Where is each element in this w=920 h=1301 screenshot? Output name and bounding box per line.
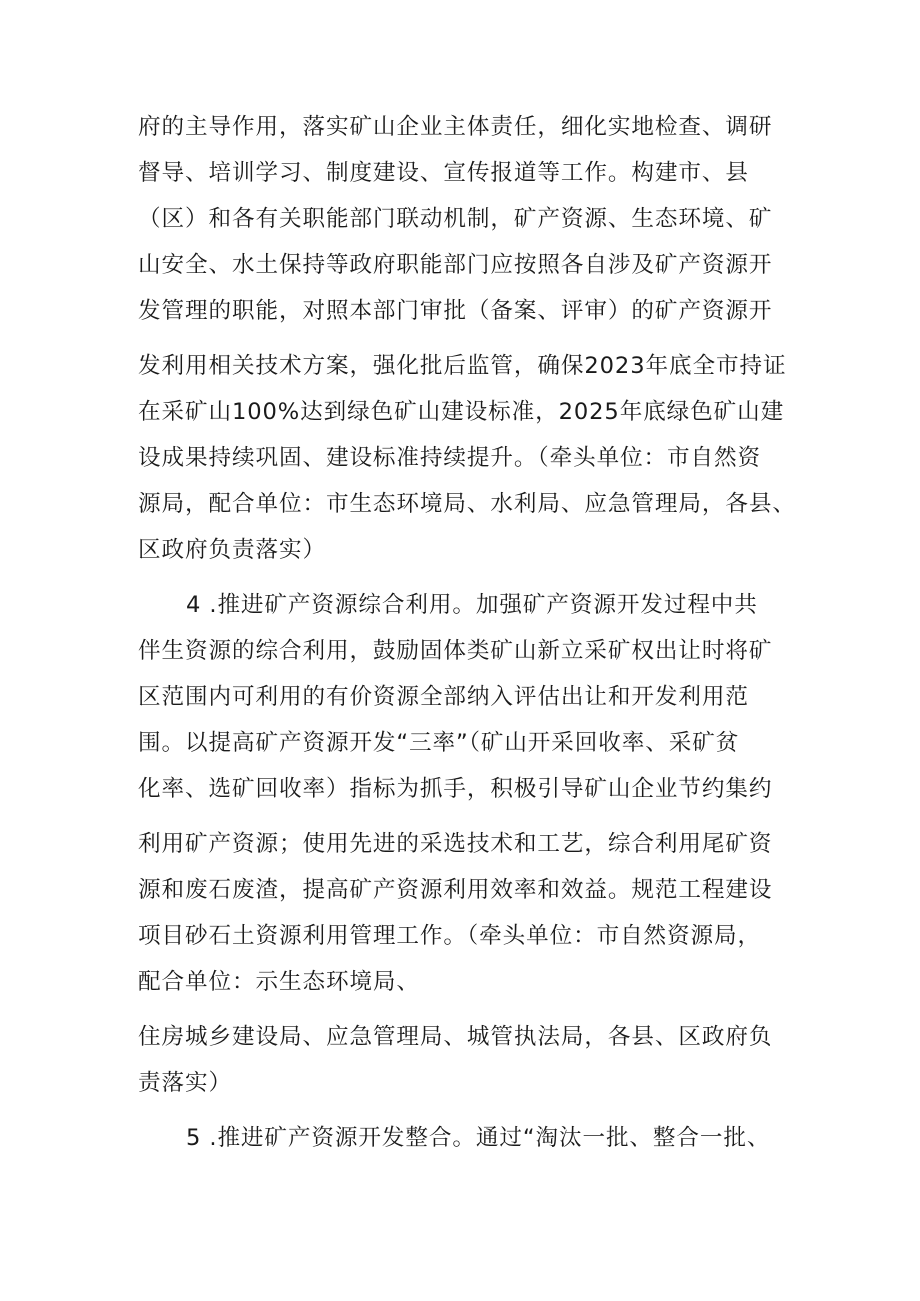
text-line: 源和废石废渣，提高矿产资源利用效率和效益。规范工程建设	[138, 877, 773, 903]
text-line: 山安全、水土保持等政府职能部门应按照各自涉及矿产资源开	[138, 252, 773, 278]
section-heading: 4 .推进矿产资源综合利用。加强矿产资源开发过程中共	[186, 592, 758, 618]
text-line: 设成果持续巩固、建设标准持续提升。（牵头单位：市自然资	[138, 445, 762, 471]
text-line: 在采矿山100%达到绿色矿山建设标准，2025年底绿色矿山建	[138, 399, 785, 425]
section-heading: 5 .推进矿产资源开发整合。通过“淘汰一批、整合一批、	[186, 1125, 771, 1151]
text-line: 区政府负责落实）	[138, 537, 326, 563]
text-line: 伴生资源的综合利用，鼓励固体类矿山新立采矿权出让时将矿	[138, 638, 773, 664]
text-line: 化率、选矿回收率）指标为抓手，积极引导矿山企业节约集约	[138, 776, 773, 802]
text-line: 配合单位：示生态环境局、	[138, 969, 420, 995]
text-line: 发管理的职能，对照本部门审批（备案、评审）的矿产资源开	[138, 298, 773, 324]
text-line: 项目砂石土资源利用管理工作。（牵头单位：市自然资源局，	[138, 923, 762, 949]
text-line: 区范围内可利用的有价资源全部纳入评估出让和开发利用范	[138, 684, 749, 710]
text-line: 利用矿产资源；使用先进的采选技术和工艺，综合利用尾矿资	[138, 831, 773, 857]
text-line: 围。以提高矿产资源开发“三率”（矿山开采回收率、采矿贫	[138, 730, 740, 756]
text-line: 责落实）	[138, 1070, 232, 1096]
text-line: 府的主导作用，落实矿山企业主体责任，细化实地检查、调研	[138, 114, 773, 140]
text-line: 源局，配合单位：市生态环境局、水利局、应急管理局，各县、	[138, 491, 796, 517]
text-line: （区）和各有关职能部门联动机制，矿产资源、生态环境、矿	[138, 206, 773, 232]
text-line: 督导、培训学习、制度建设、宣传报道等工作。构建市、县	[138, 160, 749, 186]
text-line: 发利用相关技术方案，强化批后监管，确保2023年底全市持证	[138, 353, 787, 379]
text-line: 住房城乡建设局、应急管理局、城管执法局，各县、区政府负	[138, 1024, 773, 1050]
